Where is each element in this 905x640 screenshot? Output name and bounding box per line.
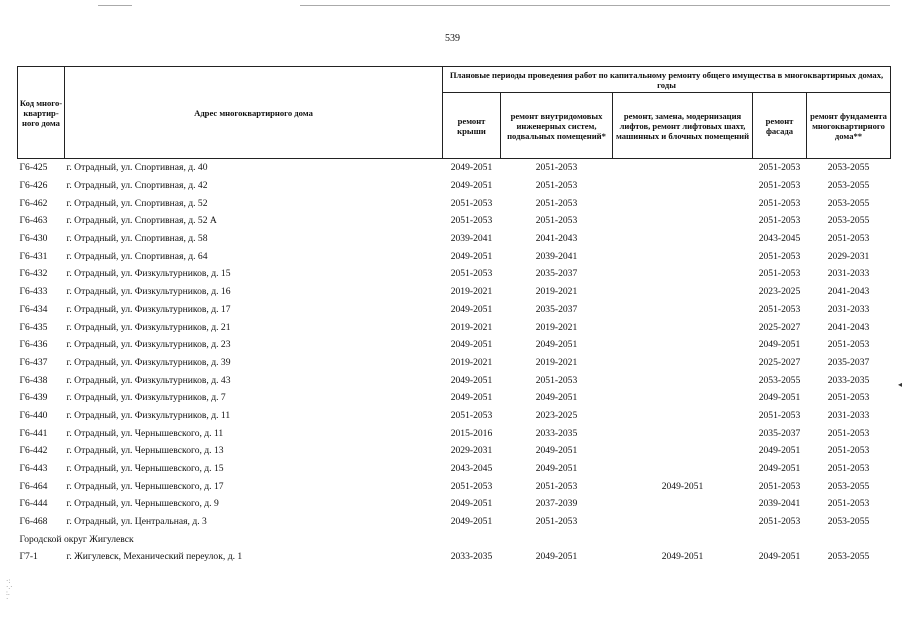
table-row [18,194,891,212]
cell-code: Г6-443 [19,463,48,475]
header-elevator: ремонт, замена, модернизация лифтов, ремонт лифтовых шахт, машинных и блочных помещений [613,93,753,159]
cell-address: г. Отрадный, ул. Чернышевского, д. 9 [66,498,219,510]
table-row [18,371,891,389]
cell-foundation: 2053-2055 [827,180,870,192]
cell-elevator [613,513,753,531]
scan-top-line [98,5,132,6]
cell-elevator [613,177,753,195]
header-roof: ремонт крыши [443,93,501,159]
cell-address: г. Отрадный, ул. Чернышевского, д. 15 [66,463,224,475]
table-row [18,548,891,566]
cell-engineering: 2033-2035 [535,427,578,439]
cell-foundation: 2053-2055 [827,215,870,227]
cell-roof: 2015-2016 [450,427,493,439]
cell-facade: 2049-2051 [758,445,801,457]
cell-address: г. Отрадный, ул. Спортивная, д. 64 [66,250,208,262]
cell-foundation: 2053-2055 [827,197,870,209]
cell-engineering: 2041-2043 [535,233,578,245]
cell-facade: 2051-2053 [758,197,801,209]
table-row [18,230,891,248]
cell-facade: 2049-2051 [758,392,801,404]
header-facade: ремонт фасада [753,93,807,159]
table-row [18,407,891,425]
cell-code: Г6-425 [19,162,48,174]
cell-engineering: 2035-2037 [535,268,578,280]
cell-address: г. Отрадный, ул. Спортивная, д. 42 [66,180,208,192]
cell-foundation: 2031-2033 [827,268,870,280]
table-row [18,460,891,478]
cell-facade: 2049-2051 [758,463,801,475]
margin-arrow-mark: ◂ [898,380,903,389]
cell-roof: 2051-2053 [450,409,493,421]
table-row [18,336,891,354]
cell-facade: 2043-2045 [758,233,801,245]
cell-facade: 2051-2053 [758,303,801,315]
cell-engineering: 2049-2051 [535,463,578,475]
cell-address: г. Отрадный, ул. Физкультурников, д. 39 [66,356,231,368]
table-row [18,424,891,442]
cell-facade: 2053-2055 [758,374,801,386]
section-title: Городской округ Жигулевск [19,533,134,545]
cell-elevator [613,194,753,212]
cell-code: Г6-435 [19,321,48,333]
cell-code: Г6-431 [19,250,48,262]
cell-foundation: 2051-2053 [827,339,870,351]
cell-address: г. Отрадный, ул. Чернышевского, д. 11 [66,427,224,439]
cell-elevator [613,371,753,389]
capital-repair-table [17,66,891,566]
cell-elevator [613,212,753,230]
cell-engineering: 2049-2051 [535,339,578,351]
header-foundation: ремонт фундамента многоквартирного дома** [807,93,891,159]
cell-code: Г7-1 [19,551,38,563]
cell-engineering: 2019-2021 [535,321,578,333]
table-row [18,212,891,230]
cell-roof: 2051-2053 [450,268,493,280]
table-row [18,159,891,177]
cell-code: Г6-442 [19,445,48,457]
cell-engineering: 2051-2053 [535,215,578,227]
table-row [18,354,891,372]
cell-facade: 2023-2025 [758,286,801,298]
cell-facade: 2051-2053 [758,516,801,528]
cell-roof: 2049-2051 [450,162,493,174]
table-row [18,513,891,531]
cell-code: Г6-437 [19,356,48,368]
table-body [18,159,891,566]
cell-elevator [613,424,753,442]
cell-foundation: 2051-2053 [827,463,870,475]
cell-code: Г6-464 [19,480,48,492]
cell-elevator [613,389,753,407]
cell-roof: 2049-2051 [450,374,493,386]
header-engineering: ремонт внутридомовых инженерных систем, подвальных помещений* [501,93,613,159]
table-row [18,265,891,283]
cell-engineering: 2039-2041 [535,250,578,262]
cell-address: г. Отрадный, ул. Физкультурников, д. 43 [66,374,231,386]
cell-roof: 2049-2051 [450,180,493,192]
cell-roof: 2029-2031 [450,445,493,457]
cell-address: г. Отрадный, ул. Спортивная, д. 40 [66,162,208,174]
header-periods: Плановые периоды проведения работ по капитальному ремонту общего имущества в многоквартирных домах, годы [443,67,891,93]
cell-engineering: 2051-2053 [535,197,578,209]
cell-address: г. Отрадный, ул. Чернышевского, д. 17 [66,480,224,492]
cell-elevator [613,442,753,460]
cell-foundation: 2053-2055 [827,162,870,174]
cell-roof: 2051-2053 [450,197,493,209]
cell-code: Г6-463 [19,215,48,227]
cell-foundation: 2051-2053 [827,427,870,439]
cell-elevator [613,495,753,513]
cell-address: г. Жигулевск, Механический переулок, д. 1 [66,551,243,563]
cell-address: г. Отрадный, ул. Физкультурников, д. 17 [66,303,231,315]
cell-address: г. Отрадный, ул. Физкультурников, д. 21 [66,321,231,333]
cell-elevator [613,265,753,283]
cell-foundation: 2031-2033 [827,409,870,421]
cell-roof: 2051-2053 [450,480,493,492]
cell-roof: 2019-2021 [450,356,493,368]
scan-artifact: ·: ·.· :. · [6,577,13,603]
cell-roof: 2043-2045 [450,463,493,475]
cell-address: г. Отрадный, ул. Центральная, д. 3 [66,516,207,528]
cell-code: Г6-438 [19,374,48,386]
cell-facade: 2025-2027 [758,356,801,368]
table-row [18,442,891,460]
cell-code: Г6-439 [19,392,48,404]
cell-foundation: 2051-2053 [827,498,870,510]
cell-foundation: 2053-2055 [827,480,870,492]
cell-engineering: 2019-2021 [535,286,578,298]
cell-facade: 2049-2051 [758,551,801,563]
cell-facade: 2049-2051 [758,339,801,351]
cell-address: г. Отрадный, ул. Физкультурников, д. 16 [66,286,231,298]
cell-code: Г6-468 [19,516,48,528]
cell-engineering: 2051-2053 [535,516,578,528]
cell-elevator [613,336,753,354]
cell-facade: 2051-2053 [758,215,801,227]
cell-roof: 2049-2051 [450,303,493,315]
cell-facade: 2039-2041 [758,498,801,510]
cell-elevator [613,318,753,336]
cell-roof: 2019-2021 [450,321,493,333]
cell-facade: 2051-2053 [758,180,801,192]
cell-code: Г6-426 [19,180,48,192]
cell-elevator: 2049-2051 [661,551,704,563]
cell-code: Г6-441 [19,427,48,439]
cell-facade: 2051-2053 [758,162,801,174]
cell-facade: 2051-2053 [758,250,801,262]
cell-foundation: 2041-2043 [827,286,870,298]
table-row [18,495,891,513]
cell-engineering: 2049-2051 [535,445,578,457]
cell-code: Г6-434 [19,303,48,315]
cell-code: Г6-433 [19,286,48,298]
cell-code: Г6-430 [19,233,48,245]
cell-address: г. Отрадный, ул. Спортивная, д. 58 [66,233,208,245]
cell-elevator [613,301,753,319]
cell-engineering: 2023-2025 [535,409,578,421]
cell-foundation: 2051-2053 [827,233,870,245]
cell-address: г. Отрадный, ул. Чернышевского, д. 13 [66,445,224,457]
cell-elevator [613,247,753,265]
cell-engineering: 2051-2053 [535,180,578,192]
cell-foundation: 2029-2031 [827,250,870,262]
cell-roof: 2019-2021 [450,286,493,298]
cell-foundation: 2035-2037 [827,356,870,368]
cell-engineering: 2019-2021 [535,356,578,368]
cell-foundation: 2033-2035 [827,374,870,386]
cell-code: Г6-440 [19,409,48,421]
cell-roof: 2049-2051 [450,339,493,351]
cell-elevator [613,283,753,301]
cell-code: Г6-444 [19,498,48,510]
cell-engineering: 2049-2051 [535,551,578,563]
cell-address: г. Отрадный, ул. Физкультурников, д. 11 [66,409,231,421]
cell-elevator [613,354,753,372]
cell-foundation: 2031-2033 [827,303,870,315]
cell-code: Г6-462 [19,197,48,209]
cell-engineering: 2051-2053 [535,480,578,492]
table-row [18,247,891,265]
cell-engineering: 2051-2053 [535,374,578,386]
cell-address: г. Отрадный, ул. Спортивная, д. 52 А [66,215,217,227]
cell-roof: 2049-2051 [450,498,493,510]
cell-facade: 2051-2053 [758,268,801,280]
cell-elevator [613,230,753,248]
cell-foundation: 2053-2055 [827,551,870,563]
section-row [18,530,891,548]
table-row [18,318,891,336]
cell-roof: 2049-2051 [450,250,493,262]
cell-address: г. Отрадный, ул. Спортивная, д. 52 [66,197,208,209]
header-code: Код много-квартир-ного дома [18,67,65,159]
cell-address: г. Отрадный, ул. Физкультурников, д. 15 [66,268,231,280]
table-row [18,301,891,319]
cell-facade: 2051-2053 [758,480,801,492]
cell-foundation: 2051-2053 [827,445,870,457]
cell-engineering: 2037-2039 [535,498,578,510]
cell-elevator: 2049-2051 [661,480,704,492]
table-row [18,389,891,407]
cell-facade: 2051-2053 [758,409,801,421]
cell-address: г. Отрадный, ул. Физкультурников, д. 23 [66,339,231,351]
cell-elevator [613,460,753,478]
cell-foundation: 2051-2053 [827,392,870,404]
cell-roof: 2033-2035 [450,551,493,563]
cell-elevator [613,159,753,177]
cell-foundation: 2041-2043 [827,321,870,333]
table-row [18,283,891,301]
cell-roof: 2039-2041 [450,233,493,245]
cell-code: Г6-436 [19,339,48,351]
cell-roof: 2049-2051 [450,516,493,528]
cell-roof: 2051-2053 [450,215,493,227]
cell-roof: 2049-2051 [450,392,493,404]
cell-address: г. Отрадный, ул. Физкультурников, д. 7 [66,392,226,404]
header-address: Адрес многоквартирного дома [65,67,443,159]
cell-facade: 2025-2027 [758,321,801,333]
cell-elevator [613,407,753,425]
cell-code: Г6-432 [19,268,48,280]
cell-facade: 2035-2037 [758,427,801,439]
cell-foundation: 2053-2055 [827,516,870,528]
table-row [18,177,891,195]
page-number: 539 [445,33,460,44]
cell-engineering: 2049-2051 [535,392,578,404]
table-row [18,477,891,495]
cell-engineering: 2035-2037 [535,303,578,315]
cell-engineering: 2051-2053 [535,162,578,174]
scan-top-line [300,5,890,6]
